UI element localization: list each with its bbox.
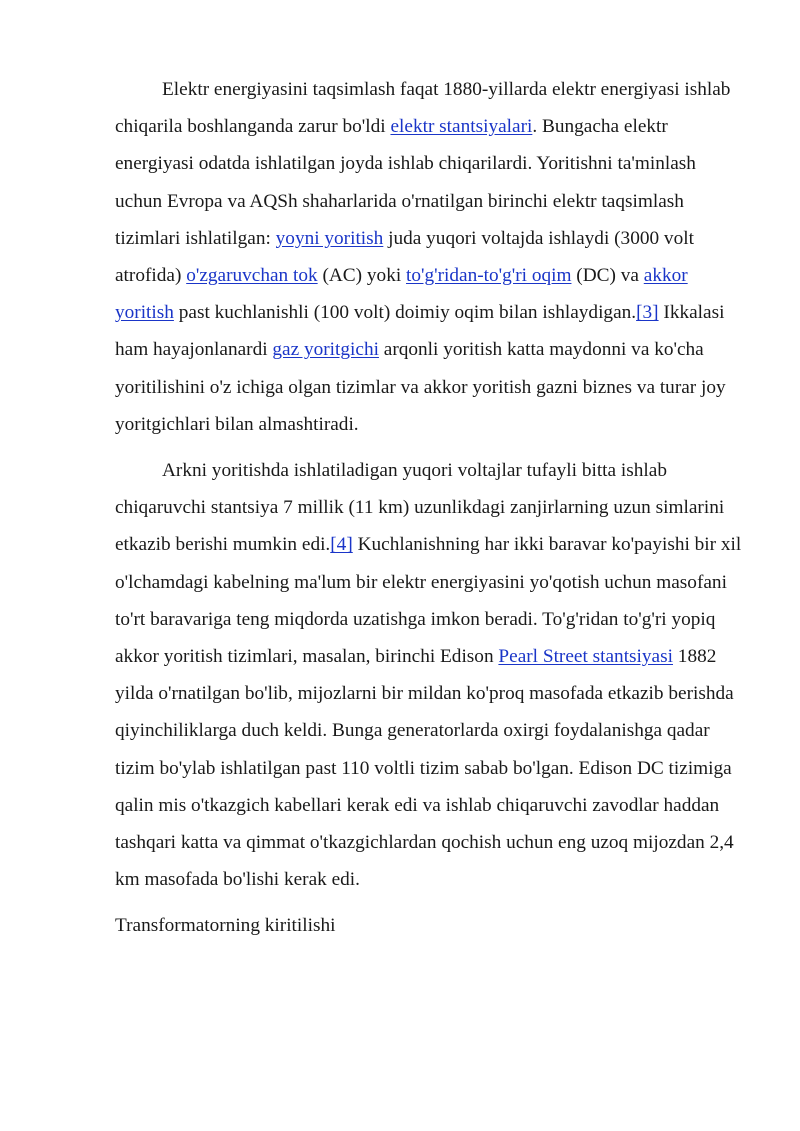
link-togridan-togri-oqim[interactable]: to'g'ridan-to'g'ri oqim <box>406 265 572 287</box>
citation-link-4[interactable]: [4] <box>330 534 353 556</box>
paragraph-text: Arkni yoritishda ishlatiladigan yuqori voltajlar tufayli bitta ishlab chiqaruvchi stantsiya 7 millik (11 km) uzunlikdagi zanjirlarning uzun simlarini etkazib berishi mumkin edi. <box>115 460 725 556</box>
paragraph-text: . Bungacha elektr energiyasi odatda ishlatilgan joyda ishlab chiqarilardi. Yoritishni ta'minlash uchun Evropa va AQSh shaharlarida o'rnatilgan birinchi elektr taqsimlash tizimlari ishlatilgan: <box>115 116 696 249</box>
citation-link-3[interactable]: [3] <box>636 302 659 324</box>
link-pearl-street-stantsiyasi[interactable]: Pearl Street stantsiyasi <box>498 646 673 668</box>
paragraph-electricity-distribution <box>115 71 743 443</box>
document-body <box>115 71 743 945</box>
paragraph-text: (DC) va <box>571 265 644 287</box>
paragraph-text: (AC) yoki <box>317 265 407 287</box>
paragraph-text: arqonli yoritish katta maydonni va ko'cha yoritilishini o'z ichiga olgan tizimlar va akkor yoritish gazni biznes va turar joy yoritgichlari bilan almashtiradi. <box>115 339 726 435</box>
paragraph-text: past kuchlanishli (100 volt) doimiy oqim bilan ishlaydigan. <box>173 302 637 324</box>
section-heading: Transformatorning kiritilishi <box>115 915 336 937</box>
paragraph-text: juda yuqori voltajda ishlaydi (3000 volt atrofida) <box>115 227 694 287</box>
link-akkor-yoritish[interactable]: akkor yoritish <box>115 265 688 324</box>
paragraph-arc-lighting-voltage <box>115 452 743 898</box>
link-yoyni-yoritish[interactable]: yoyni yoritish <box>275 227 384 249</box>
link-elektr-stantsiyalari[interactable]: elektr stantsiyalari <box>390 116 533 138</box>
paragraph-text: Kuchlanishning har ikki baravar ko'payishi bir xil o'lchamdagi kabelning ma'lum bir elektr energiyasini yo'qotish uchun masofani to'rt baravariga teng miqdorda uzatishga imkon beradi. To'g'ridan to'g'ri yopiq akkor yoritish tizimlari, masalan, birinchi Edison <box>115 534 742 668</box>
paragraph-text: 1882 yilda o'rnatilgan bo'lib, mijozlarni bir mildan ko'proq masofada etkazib berishda qiyinchiliklarga duch keldi. Bunga generatorlarda oxirgi foydalanishga qadar tizim bo'ylab ishlatilgan past 110 voltli tizim sabab bo'lgan. Edison DC tizimiga qalin mis o'tkazgich kabellari kerak edi va ishlab chiqaruvchi zavodlar haddan tashqari katta va qimmat o'tkazgichlardan qochish uchun eng uzoq mijozdan 2,4 km masofada bo'lishi kerak edi. <box>115 646 734 891</box>
paragraph-text: Elektr energiyasini taqsimlash faqat 1880-yillarda elektr energiyasi ishlab chiqarila boshlanganda zarur bo'ldi <box>115 79 731 138</box>
link-gaz-yoritgichi[interactable]: gaz yoritgichi <box>272 339 379 361</box>
paragraph-text: Ikkalasi ham hayajonlanardi <box>115 302 725 361</box>
link-ozgaruvchan-tok[interactable]: o'zgaruvchan tok <box>186 265 318 287</box>
